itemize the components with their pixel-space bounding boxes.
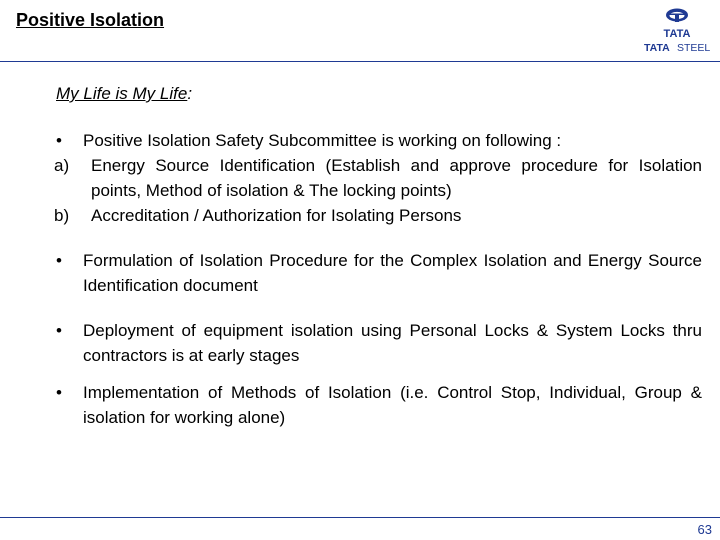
- list-item: [54, 380, 702, 430]
- list-item-text: Accreditation / Authorization for Isolating Persons: [91, 206, 462, 225]
- header-divider: [0, 61, 720, 62]
- bullet-marker: •: [56, 251, 62, 270]
- letter-marker: a): [54, 156, 70, 175]
- list-item-text: Energy Source Identification (Establish and approve procedure for Isolation points, Method of isolation & The locking points): [91, 156, 702, 200]
- list-item-text: Positive Isolation Safety Subcommittee is working on following :: [83, 131, 562, 150]
- footer-divider: [0, 517, 720, 518]
- letter-marker: b): [54, 206, 70, 225]
- bullet-marker: •: [56, 321, 62, 340]
- list-item-text: Deployment of equipment isolation using Personal Locks & System Locks thru contractors is at early stages: [83, 321, 702, 365]
- list-item: [54, 203, 702, 228]
- bullet-marker: •: [56, 383, 62, 402]
- logo-brand-line-2b: STEEL: [677, 42, 711, 54]
- subtitle-underlined-text: My Life is My Life: [56, 84, 188, 103]
- subtitle-suffix: :: [187, 84, 193, 103]
- tata-steel-logo: [644, 7, 712, 55]
- slide-subtitle: [56, 84, 192, 104]
- page-number: 63: [697, 522, 712, 537]
- list-item: [54, 128, 702, 153]
- slide-title: Positive Isolation: [16, 10, 165, 30]
- list-item-text: Formulation of Isolation Procedure for the Complex Isolation and Energy Source Identification document: [83, 251, 702, 295]
- logo-brand-line-2a: TATA: [644, 42, 670, 54]
- list-item: [54, 318, 702, 368]
- bullet-marker: •: [56, 131, 62, 150]
- list-item: [54, 248, 702, 298]
- slide-body: [54, 128, 702, 430]
- list-item: [54, 153, 702, 203]
- logo-brand-line-1: TATA: [663, 28, 691, 40]
- list-item-text: Implementation of Methods of Isolation (i.e. Control Stop, Individual, Group & isolation for working alone): [83, 383, 702, 427]
- tata-t-emblem-icon: [644, 7, 712, 55]
